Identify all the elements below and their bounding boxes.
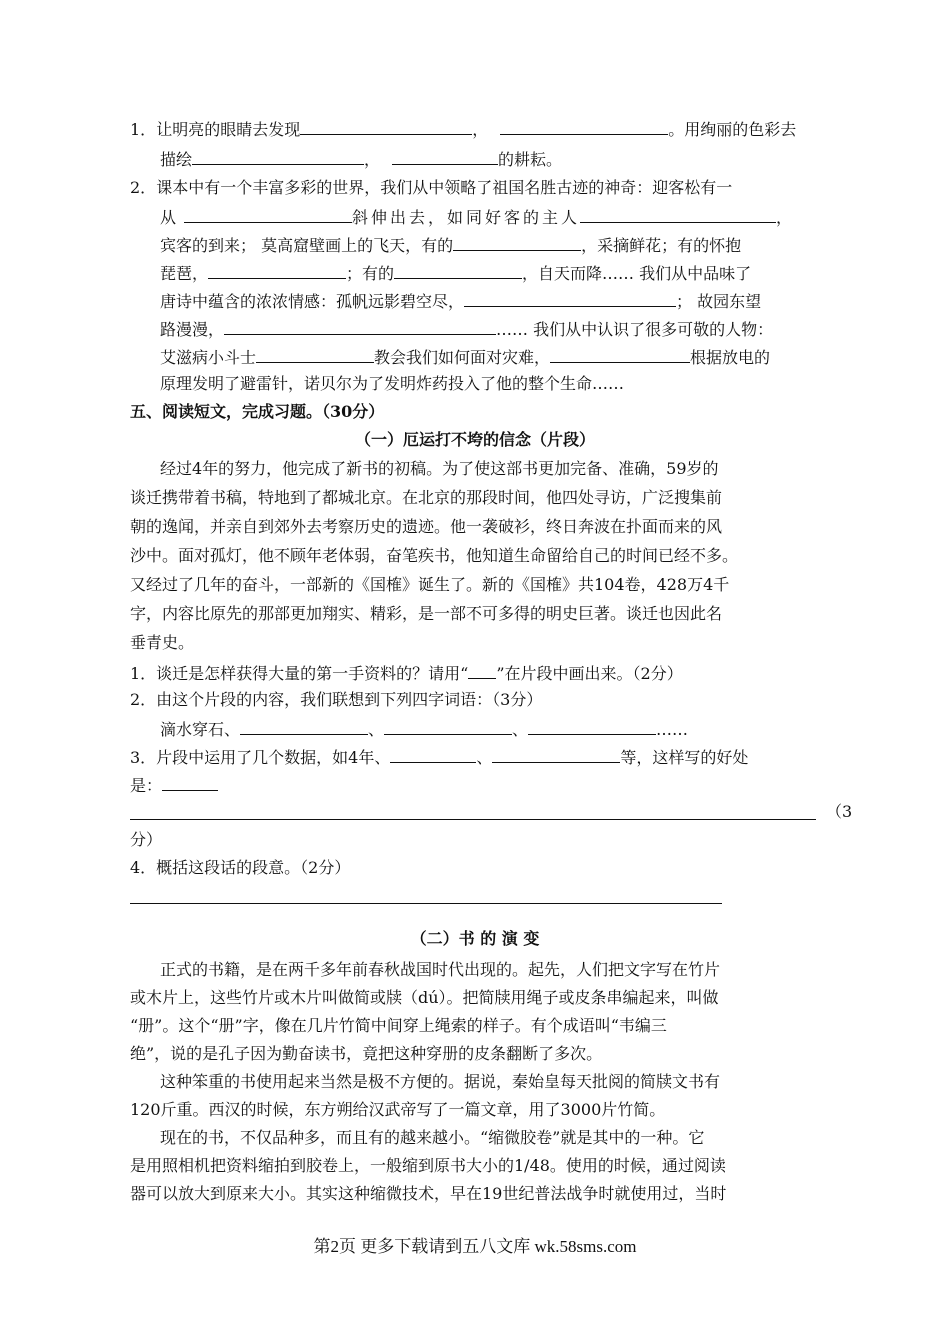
passage-title: （二）书 的 演 变 — [410, 929, 540, 948]
fill-question-1-cont: 描绘 ， 的耕耘。 — [160, 150, 563, 169]
passage-line: 字，内容比原先的那部更加翔实、精彩，是一部不可多得的明史巨著。谈迁也因此名 — [130, 604, 723, 623]
reading-question-4: 4．概括这段话的段意。（2分） — [130, 858, 351, 877]
fill-question-2-line: 宾客的到来； 莫高窟壁画上的飞天，有的 ，采摘鲜花；有的怀抱 — [160, 236, 742, 255]
fill-question-2-line: 琵琶， ；有的 ，自天而降…… 我们从中品味了 — [160, 264, 752, 283]
answer-blank[interactable] — [256, 346, 374, 363]
fill-question-2: 2．课本中有一个丰富多彩的世界，我们从中领略了祖国名胜古迹的神奇：迎客松有一 — [130, 178, 733, 197]
underline-mark — [468, 662, 496, 679]
passage-line: 120斤重。西汉的时候，东方朔给汉武帝写了一篇文章，用了3000片竹简。 — [130, 1100, 666, 1119]
passage-line: 沙中。面对孤灯，他不顾年老体弱，奋笔疾书，他知道生命留给自己的时间已经不多。 — [130, 546, 739, 565]
passage-line: 朝的逸闻，并亲自到郊外去考察历史的遗迹。他一袭破衫，终日奔波在扑面而来的风 — [130, 517, 723, 536]
answer-blank[interactable] — [550, 346, 690, 363]
answer-blank[interactable] — [500, 118, 668, 135]
answer-line[interactable] — [130, 819, 816, 820]
answer-blank[interactable] — [208, 262, 346, 279]
answer-blank[interactable] — [240, 718, 368, 735]
reading-question-2: 2．由这个片段的内容，我们联想到下列四字词语：（3分） — [130, 690, 543, 709]
page-footer: 第2页 更多下载请到五八文库 wk.58sms.com — [313, 1237, 637, 1256]
answer-blank[interactable] — [580, 206, 776, 223]
passage-line: 是用照相机把资料缩拍到胶卷上，一般缩到原书大小的1/48。使用的时候，通过阅读 — [130, 1156, 726, 1175]
answer-blank[interactable] — [464, 290, 676, 307]
answer-blank[interactable] — [394, 262, 522, 279]
fill-question-2-line: 原理发明了避雷针，诺贝尔为了发明炸药投入了他的整个生命…… — [160, 374, 625, 393]
answer-blank[interactable] — [384, 718, 512, 735]
reading-question-3-cont: 是： — [130, 774, 218, 796]
fill-question-2-line: 艾滋病小斗士 教会我们如何面对灾难， 根据放电的 — [160, 348, 771, 367]
passage-line: 这种笨重的书使用起来当然是极不方便的。据说，秦始皇每天批阅的简牍文书有 — [160, 1072, 721, 1091]
answer-blank[interactable] — [453, 234, 581, 251]
answer-blank[interactable] — [192, 148, 364, 165]
points-label: （3 — [826, 802, 853, 821]
fill-question-2-line: 路漫漫， …… 我们从中认识了很多可敬的人物： — [160, 320, 774, 339]
passage-line: 器可以放大到原来大小。其实这种缩微技术，早在19世纪普法战争时就使用过，当时 — [130, 1184, 727, 1203]
passage-line: 正式的书籍，是在两千多年前春秋战国时代出现的。起先，人们把文字写在竹片 — [160, 960, 721, 979]
points-label: 分） — [130, 830, 163, 849]
passage-line: 绝”，说的是孔子因为勤奋读书，竟把这种穿册的皮条翻断了多次。 — [130, 1044, 603, 1063]
answer-blank[interactable] — [300, 118, 472, 135]
passage-title: （一）厄运打不垮的信念（片段） — [354, 430, 595, 449]
reading-question-2-answers: 滴水穿石、 、 、 …… — [160, 720, 689, 739]
passage-line: 垂青史。 — [130, 633, 195, 652]
answer-blank[interactable] — [390, 746, 476, 763]
answer-line[interactable] — [130, 903, 722, 904]
passage-line: 经过4年的努力，他完成了新书的初稿。为了使这部书更加完备、准确，59岁的 — [160, 459, 719, 478]
fill-question-2-line: 唐诗中蕴含的浓浓情感：孤帆远影碧空尽， ； 故园东望 — [160, 292, 762, 311]
answer-blank[interactable] — [184, 206, 352, 223]
passage-line: 又经过了几年的奋斗，一部新的《国榷》诞生了。新的《国榷》共104卷，428万4千 — [130, 575, 730, 594]
answer-blank[interactable] — [528, 718, 656, 735]
passage-line: 谈迁携带着书稿，特地到了都城北京。在北京的那段时间，他四处寻访，广泛搜集前 — [130, 488, 723, 507]
reading-question-1: 1．谈迁是怎样获得大量的第一手资料的？请用“ ”在片段中画出来。（2分） — [130, 664, 683, 683]
answer-blank[interactable] — [224, 318, 496, 335]
passage-line: “册”。这个“册”字，像在几片竹简中间穿上绳索的样子。有个成语叫“韦编三 — [130, 1016, 667, 1035]
section-heading: 五、阅读短文，完成习题。（30分） — [130, 402, 385, 421]
fill-question-1: 1．让明亮的眼睛去发现 ， 。用绚丽的色彩去 — [130, 120, 797, 139]
answer-blank[interactable] — [392, 148, 498, 165]
passage-line: 现在的书，不仅品种多，而且有的越来越小。“缩微胶卷”就是其中的一种。它 — [160, 1128, 705, 1147]
passage-line: 或木片上，这些竹片或木片叫做简或牍（dú）。把简牍用绳子或皮条串编起来，叫做 — [130, 988, 719, 1007]
fill-question-2-line: 从 斜伸出去，如同好客的主人 ， — [160, 208, 793, 227]
answer-blank[interactable] — [492, 746, 620, 763]
reading-question-3: 3．片段中运用了几个数据，如4年、 、 等，这样写的好处 — [130, 748, 749, 767]
answer-blank[interactable] — [162, 774, 218, 791]
